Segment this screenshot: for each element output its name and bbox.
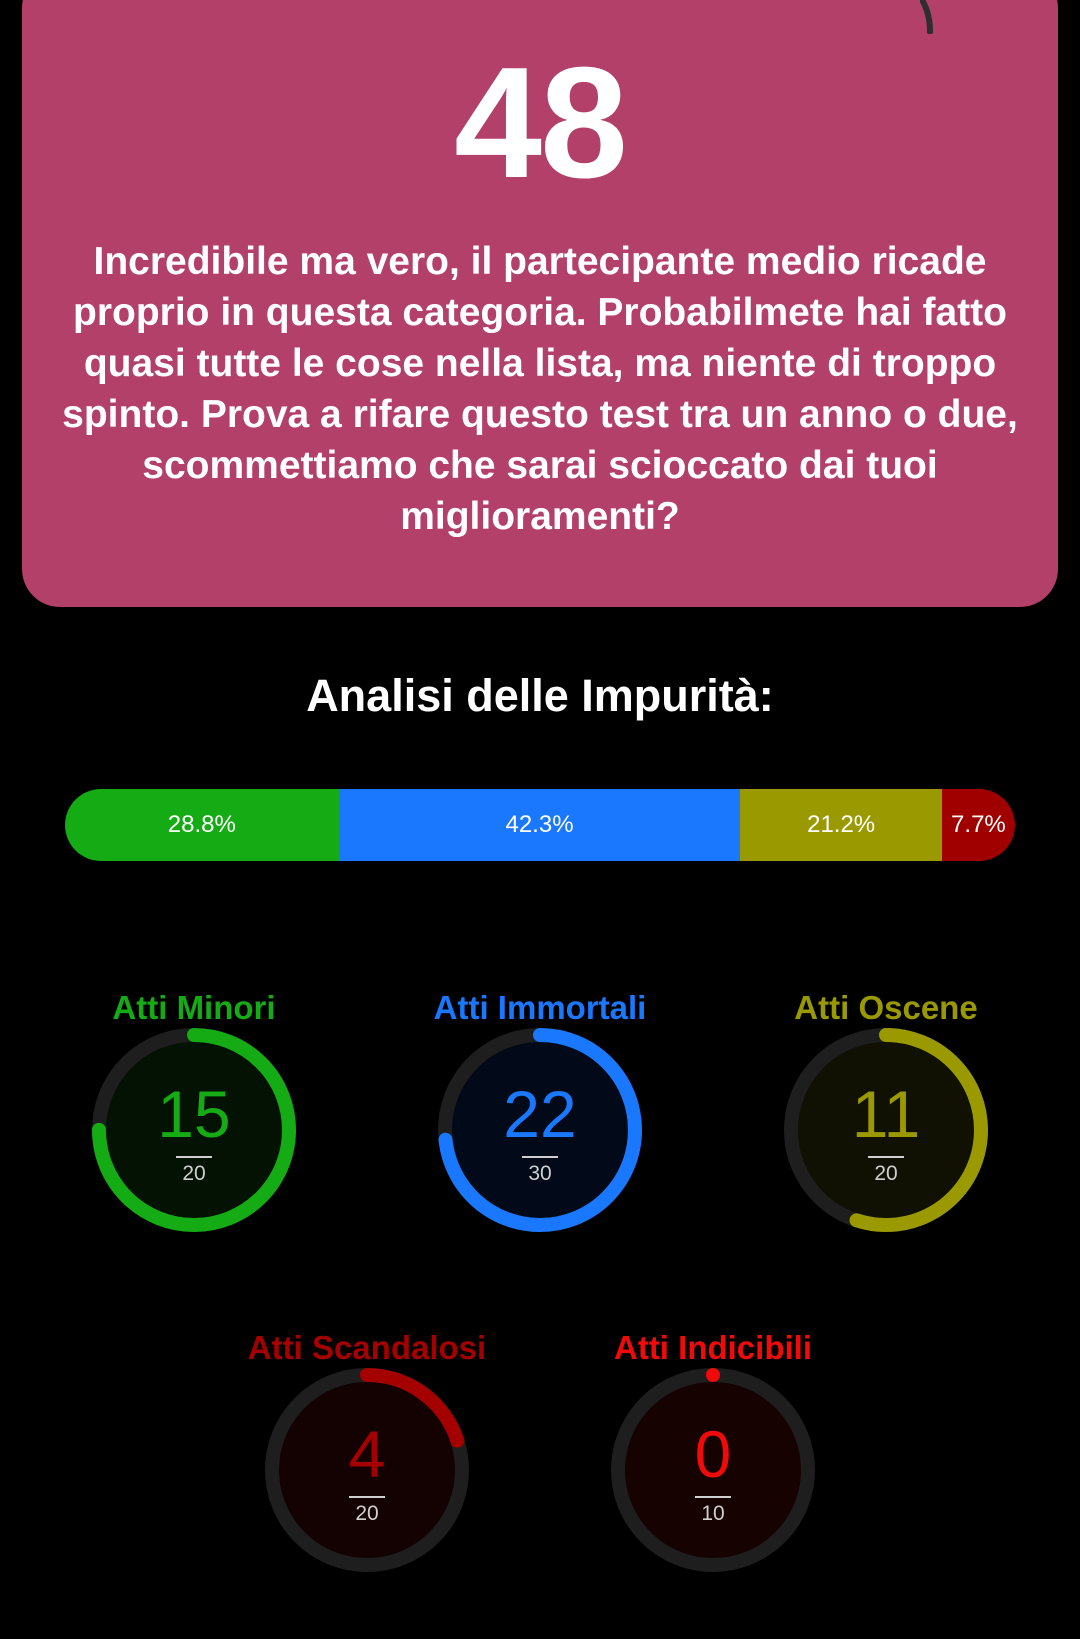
gauge-value: 15 [157,1077,231,1151]
gauge-atti-minori [44,988,344,1278]
gauge-value: 22 [503,1077,577,1151]
gauge-divider [176,1156,212,1158]
gauge-max: 20 [874,1162,898,1185]
gauge-atti-scandalosi [217,1328,517,1618]
gauge-divider [349,1496,385,1498]
gauge-atti-oscene [736,988,1036,1278]
gauge-value: 11 [851,1077,921,1151]
gauge-title: Atti Oscene [794,989,978,1026]
impurity-breakdown-bar [65,789,1015,861]
gauge-title: Atti Indicibili [614,1329,812,1366]
gauge-value: 4 [348,1417,386,1491]
gauge-atti-indicibili [563,1328,863,1618]
gauge-max: 20 [355,1502,379,1525]
segment-atti-minori: 28.8% [65,789,339,861]
gauge-atti-immortali [390,988,690,1278]
gauge-title: Atti Immortali [433,989,647,1026]
gauge-max: 20 [182,1162,206,1185]
gauge-value: 0 [694,1417,732,1491]
gauge-max: 10 [701,1502,725,1525]
gauge-divider [522,1156,558,1158]
segment-atti-scandalosi: 7.7% [942,789,1015,861]
score-description: Incredibile ma vero, il partecipante medio ricade proprio in questa categoria. Probabilmete hai fatto quasi tutte le cose nella lista, ma niente di troppo spinto. Prova a rifare questo test tra un anno o due, scommettiamo che sarai scioccato dai tuoi miglioramenti? [62,240,1018,538]
gauge-divider [868,1156,904,1158]
segment-atti-oscene: 21.2% [740,789,941,861]
gauge-title: Atti Scandalosi [247,1329,487,1366]
total-score: 48 [454,35,626,211]
gauge-max: 30 [528,1162,552,1185]
gauge-divider [695,1496,731,1498]
analysis-title: Analisi delle Impurità: [306,670,774,721]
segment-atti-immortali: 42.3% [339,789,741,861]
gauge-progress-dot [706,1368,720,1382]
gauge-title: Atti Minori [112,989,276,1026]
card-arc-decoration [920,0,944,34]
